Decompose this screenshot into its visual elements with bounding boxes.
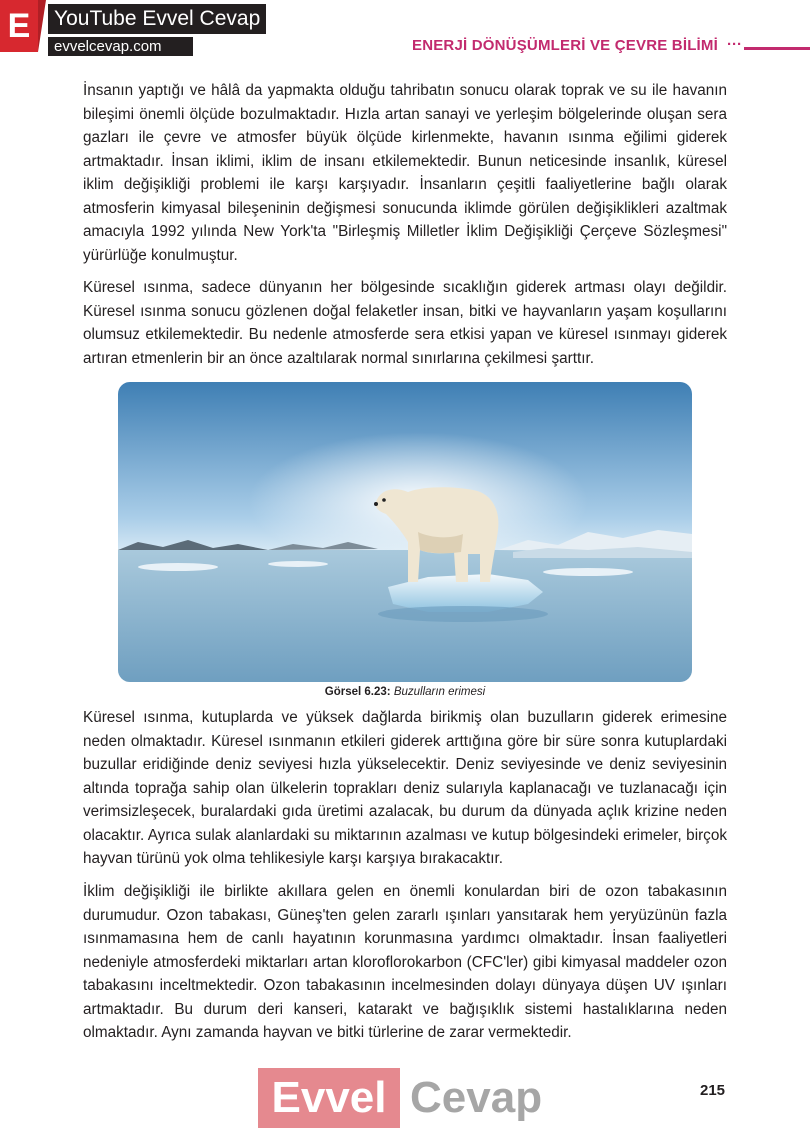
brand-logo <box>0 0 270 58</box>
paragraph-1: İnsanın yaptığı ve hâlâ da yapmakta olduğu tahribatın sonucu olarak toprak ve su ile havanın bileşimi önemli ölçüde bozulmaktadır. Hızla artan sanayi ve yerleşim bölgelerinde oluşan sera gazları ile çevre ve atmosfer büyük ölçüde kirlenmekte, havanın ısınma eğilimi giderek artmaktadır. İnsan iklimi, iklim de insanı etkilemektedir. Bunun neticesinde insanlık, küresel iklim değişikliği problemi ile karşı karşıyadır. İnsanların çeşitli faaliyetlerine bağlı olarak atmosferin kimyasal bileşeninin değişmesi sonucunda iklimde görülen değişiklikleri azaltmak amacıyla 1992 yılında New York'ta "Birleşmiş Milletler İklim Değişikliği Çerçeve Sözleşmesi" yürürlüğe konulmuştur. <box>83 82 727 264</box>
polar-bear-photo <box>118 382 692 682</box>
figure-label: Görsel 6.23: <box>324 686 391 698</box>
footer-logo <box>258 1068 558 1128</box>
figure-caption <box>0 686 810 698</box>
page-number: 215 <box>700 1082 726 1099</box>
paragraph-3: Küresel ısınma, kutuplarda ve yüksek dağlarda birikmiş olan buzulların giderek erimesine neden olmaktadır. Küresel ısınmanın etkileri giderek arttığına göre bir süre sonra kutuplardaki buzullar eridiğinde deniz seviyesi hızla yükselecektir. Deniz seviyesinde ve deniz seviyesinin altında toprağa sahip olan ülkelerin toprakları deniz sularıyla kaplanacağı ve tuzlanacağı için verimsizleşecek, buralardaki gıda üretimi azalacak, bu durum da dünyada açlık krizine neden olacaktır. Ayrıca sulak alanlardaki su miktarının azalması ve kutup bölgesindeki erimeler, birçok hayvan türünü yok olma tehlikesiyle karşı karşıya bırakacaktır. <box>83 709 727 867</box>
header-rule <box>744 47 810 50</box>
brand-channel-name[interactable]: YouTube Evvel Cevap <box>48 4 266 34</box>
footer-logo-word-2: Cevap <box>410 1073 543 1122</box>
header-dots: ··· <box>727 36 742 53</box>
figure-caption-text: Buzulların erimesi <box>393 686 486 698</box>
polar-bear-illustration <box>118 382 692 682</box>
paragraph-4: İklim değişikliği ile birlikte akıllara gelen en önemli konulardan biri de ozon tabakasının durumudur. Ozon tabakası, Güneş'ten gelen zararlı ışınları yansıtarak hem yeryüzünün fazla ısınmamasına hem de canlı hayatının korunmasına yardımcı olmaktadır. İnsan faaliyetleri nedeniyle atmosferdeki miktarları artan kloroflorokarbon (CFC'ler) gibi kimyasal maddeler ozon tabakasını inceltmektedir. Ozon tabakasının incelmesinden dolayı dünyaya düşen UV ışınları artmaktadır. Bu durum deri kanseri, katarakt ve bağışıklık sistemi hastalıklarına neden olmaktadır. Aynı zamanda hayvan ve bitki türlerine de zarar vermektedir. <box>83 883 727 1041</box>
chapter-title: ENERJİ DÖNÜŞÜMLERİ VE ÇEVRE BİLİMİ <box>411 37 718 54</box>
footer-logo-word-1: Evvel <box>258 1068 400 1128</box>
brand-letter: E <box>0 0 38 52</box>
paragraph-2: Küresel ısınma, sadece dünyanın her bölgesinde sıcaklığın giderek artması olayı değildir. Küresel ısınma sonucu gözlenen doğal felaketler insan, bitki ve hayvanların yaşam koşullarını olumsuz etkilemektedir. Bu nedenle atmosferde sera etkisi yapan ve küresel ısınmayı giderek artıran etmenlerin bir an önce azaltılarak normal sınırlarına çekilmesi şarttır. <box>83 279 727 367</box>
brand-website[interactable]: evvelcevap.com <box>48 37 193 56</box>
